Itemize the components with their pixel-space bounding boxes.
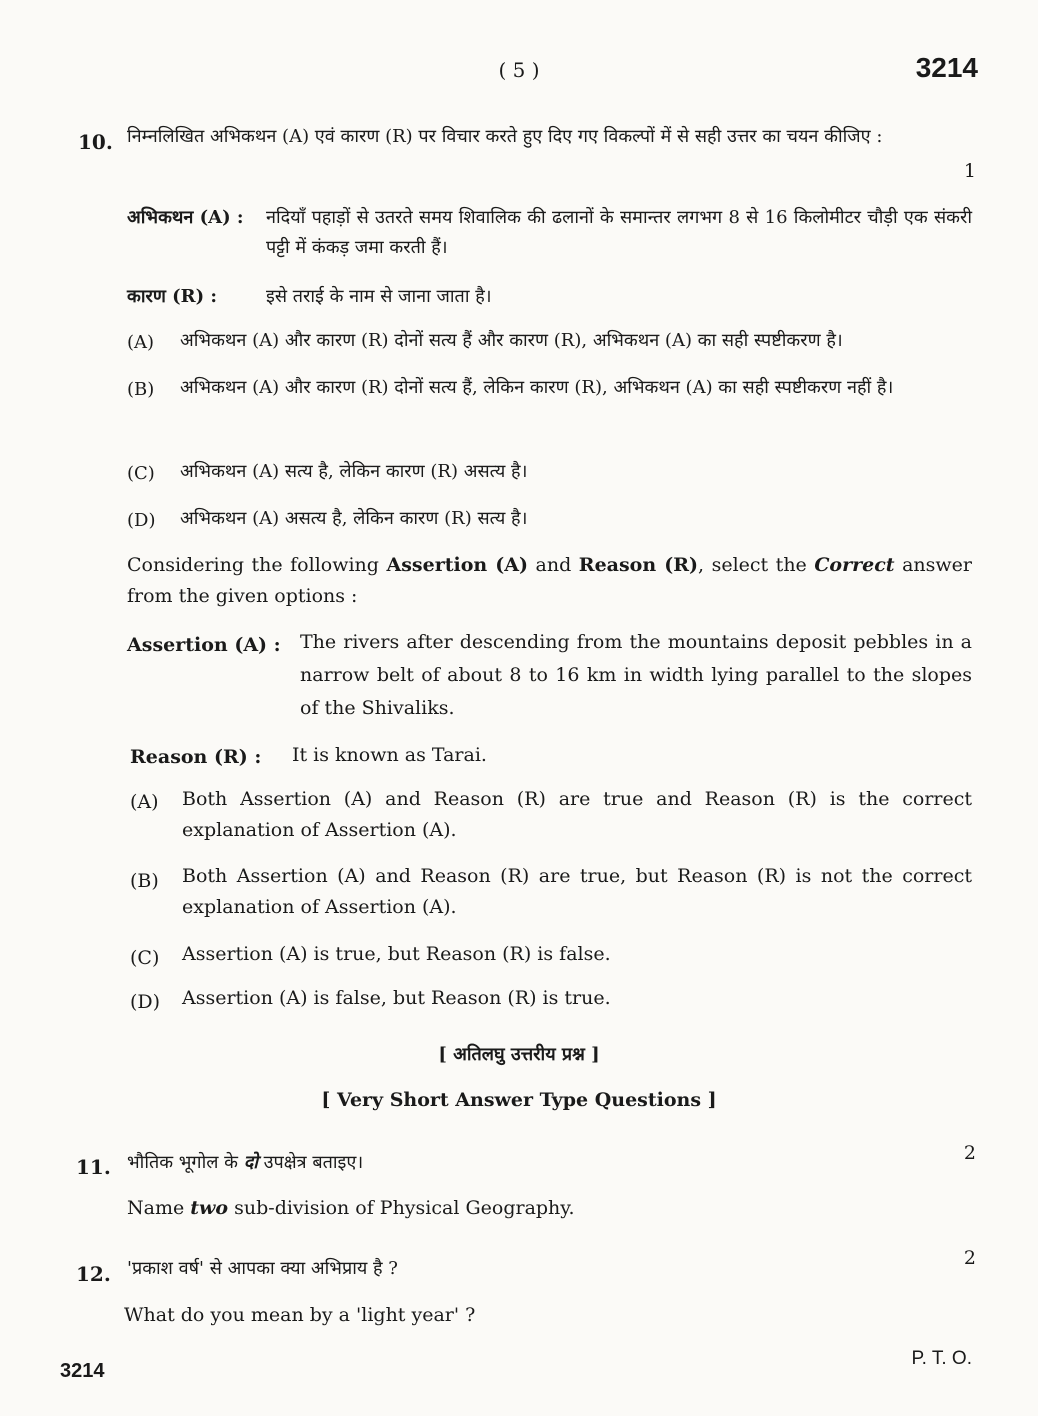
- q10-english-option-text: Both Assertion (A) and Reason (R) are true and Reason (R) is the correct explanation of Assertion (A).: [182, 788, 972, 841]
- q10-english-option-label: (D): [130, 991, 161, 1013]
- q10-hindi-option-label: (D): [127, 510, 156, 531]
- q10-english-option-text: Assertion (A) is false, but Reason (R) is true.: [182, 987, 611, 1009]
- q10-english-option-label: (B): [130, 870, 159, 892]
- q10-english-intro: Considering the following Assertion (A) and Reason (R), select the Correct answer from the given options :: [127, 554, 972, 607]
- q10-marks: 1: [963, 160, 976, 182]
- q10-english-option-text: Both Assertion (A) and Reason (R) are true, but Reason (R) is not the correct explanation of Assertion (A).: [182, 865, 972, 918]
- q10-hindi-intro: निम्नलिखित अभिकथन (A) एवं कारण (R) पर विचार करते हुए दिए गए विकल्पों में से सही उत्तर का चयन कीजिए :: [127, 126, 883, 147]
- q10-hindi-assertion: नदियाँ पहाड़ों से उतरते समय शिवालिक की ढलानों के समान्तर लगभग 8 से 16 किलोमीटर चौड़ी एक संकरी पट्टी में कंकड़ जमा करती हैं।: [266, 207, 972, 258]
- q10-hindi-assertion-label: अभिकथन (A) :: [127, 207, 244, 228]
- q10-english-option-label: (C): [130, 947, 160, 969]
- question-number-11: 11.: [76, 1155, 111, 1179]
- q12-hindi: 'प्रकाश वर्ष' से आपका क्या अभिप्राय है ?: [127, 1258, 398, 1279]
- q10-english-option-label: (A): [130, 791, 159, 813]
- q10-hindi-reason: इसे तराई के नाम से जाना जाता है।: [266, 286, 492, 307]
- q10-hindi-option-text: अभिकथन (A) और कारण (R) दोनों सत्य हैं, लेकिन कारण (R), अभिकथन (A) का सही स्पष्टीकरण नहीं है।: [180, 377, 894, 398]
- q10-hindi-option-label: (C): [127, 463, 155, 484]
- q10-english-option-text: Assertion (A) is true, but Reason (R) is false.: [182, 943, 611, 965]
- q12-english: What do you mean by a 'light year' ?: [124, 1304, 476, 1326]
- q10-hindi-option-text: अभिकथन (A) और कारण (R) दोनों सत्य हैं और कारण (R), अभिकथन (A) का सही स्पष्टीकरण है।: [180, 330, 843, 351]
- section-heading-hindi: [ अतिलघु उत्तरीय प्रश्न ]: [438, 1044, 600, 1065]
- q10-english-assertion: The rivers after descending from the mountains deposit pebbles in a narrow belt of about 8 to 16 km in width lying parallel to the slopes of the Shivaliks.: [300, 631, 972, 719]
- question-number-12: 12.: [76, 1262, 111, 1286]
- q10-english-reason-label: Reason (R) :: [130, 746, 262, 768]
- q12-marks: 2: [963, 1247, 976, 1269]
- q10-hindi-reason-label: कारण (R) :: [127, 286, 218, 307]
- paper-code: 3214: [915, 52, 978, 83]
- q11-hindi: भौतिक भूगोल के दो उपक्षेत्र बताइए।: [127, 1152, 364, 1173]
- q10-english-reason: It is known as Tarai.: [292, 744, 487, 766]
- pto-label: P. T. O.: [911, 1348, 972, 1369]
- q11-english: Name two sub-division of Physical Geography.: [127, 1197, 575, 1219]
- page-number: ( 5 ): [498, 58, 540, 82]
- q11-marks: 2: [963, 1142, 976, 1164]
- q10-hindi-option-text: अभिकथन (A) असत्य है, लेकिन कारण (R) सत्य है।: [180, 508, 528, 529]
- question-number-10: 10.: [78, 130, 113, 154]
- q10-hindi-option-label: (B): [127, 379, 155, 400]
- q10-hindi-option-text: अभिकथन (A) सत्य है, लेकिन कारण (R) असत्य है।: [180, 461, 528, 482]
- section-heading-english: [ Very Short Answer Type Questions ]: [321, 1089, 717, 1111]
- q10-english-assertion-label: Assertion (A) :: [127, 634, 281, 656]
- footer-paper-code: 3214: [60, 1360, 105, 1382]
- q10-hindi-option-label: (A): [127, 332, 155, 353]
